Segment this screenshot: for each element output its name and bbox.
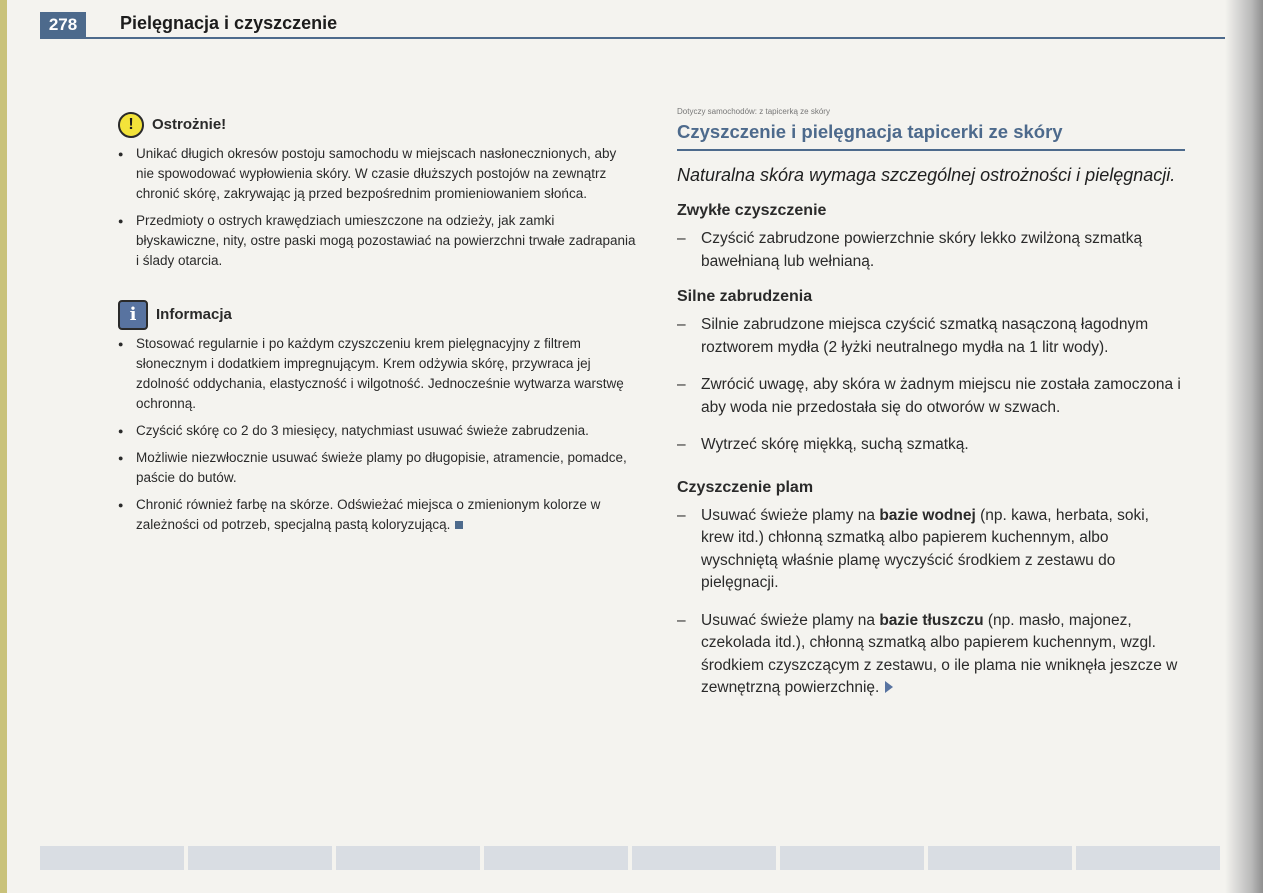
footer-tab-bar bbox=[40, 846, 1220, 870]
footer-tab bbox=[928, 846, 1072, 870]
main-column bbox=[677, 106, 1185, 700]
breadcrumb: Dotyczy samochodów: z tapicerką ze skóry bbox=[677, 107, 830, 116]
end-of-section-square-icon bbox=[455, 521, 463, 529]
subheading-heavy-dirt: Silne zabrudzenia bbox=[677, 288, 813, 305]
instruction-item: – Silnie zabrudzone miejsca czyścić szmatką nasączoną łagodnym roztworem mydła (2 łyżki neutralnego mydła na 1 litr wody). bbox=[677, 314, 1185, 359]
page-binding-shadow bbox=[1225, 0, 1263, 893]
footer-tab bbox=[780, 846, 924, 870]
exclamation-circle-icon: ! bbox=[118, 112, 144, 138]
footer-tab bbox=[336, 846, 480, 870]
page-header bbox=[0, 0, 1230, 38]
footer-tab bbox=[40, 846, 184, 870]
lead-text: Naturalna skóra wymaga szczególnej ostrożności i pielęgnacji. bbox=[677, 165, 1176, 185]
info-item bbox=[118, 495, 638, 535]
info-item: ● Możliwie niezwłocznie usuwać świeże plamy po długopisie, atramencie, pomadce, paście do butów. bbox=[118, 448, 638, 488]
footer-tab bbox=[1076, 846, 1220, 870]
info-item-text: Chronić również farbę na skórze. Odświeżać miejsca o zmienionym kolorze w zależności od potrzeb, specjalną pastą koloryzującą. bbox=[136, 497, 601, 532]
instruction-text: (np. masło, majonez, czekolada itd.), chłonną szmatką albo papierem kuchennym, wzgl. środkiem czyszczącym z zestawu, o ile plama nie wniknęła jeszcze w zewnętrzną powierzchnię. bbox=[701, 611, 1178, 696]
instruction-emphasis: bazie wodnej bbox=[879, 506, 976, 524]
footer-tab bbox=[484, 846, 628, 870]
info-icon: i bbox=[118, 300, 148, 330]
footer-tab bbox=[632, 846, 776, 870]
header-rule bbox=[40, 37, 1225, 39]
info-item: ● Czyścić skórę co 2 do 3 miesięcy, natychmiast usuwać świeże zabrudzenia. bbox=[118, 421, 638, 441]
warning-heading bbox=[118, 108, 638, 142]
section-title: Czyszczenie i pielęgnacja tapicerki ze skóry bbox=[677, 121, 1063, 142]
warning-box bbox=[118, 108, 638, 271]
instruction-text: Usuwać świeże plamy na bbox=[701, 611, 880, 629]
instruction-emphasis: bazie tłuszczu bbox=[879, 611, 984, 629]
warning-item: ● Unikać długich okresów postoju samochodu w miejscach nasłonecznionych, aby nie spowodować wypłowienia skóry. W czasie dłuższych postojów na zewnątrz chronić skórę, zakrywając ją przed bezpośrednim promieniowaniem słońca. bbox=[118, 144, 638, 204]
warning-item: ● Przedmioty o ostrych krawędziach umieszczone na odzieży, jak zamki błyskawiczne, nity, ostre paski mogą pozostawiać na powierzchni trwałe zadrapania i ślady otarcia. bbox=[118, 211, 638, 271]
page-edge-strip bbox=[0, 0, 7, 893]
page-number: 278 bbox=[40, 12, 86, 38]
info-title: Informacja bbox=[156, 306, 232, 323]
subheading-normal-cleaning: Zwykłe czyszczenie bbox=[677, 202, 827, 219]
instruction-text: (np. kawa, herbata, soki, krew itd.) chłonną szmatką albo papierem kuchennym, albo wyschniętą właśnie plamę wyczyścić środkiem z zestawu do pielęgnacji. bbox=[701, 506, 1149, 591]
running-title: Pielęgnacja i czyszczenie bbox=[120, 13, 338, 33]
notes-column bbox=[118, 108, 638, 542]
instruction-item: – Czyścić zabrudzone powierzchnie skóry lekko zwilżoną szmatką bawełnianą lub wełnianą. bbox=[677, 228, 1185, 273]
subheading-stain-cleaning: Czyszczenie plam bbox=[677, 478, 814, 496]
continue-arrow-icon bbox=[885, 681, 893, 693]
footer-tab bbox=[188, 846, 332, 870]
instruction-text: Usuwać świeże plamy na bbox=[701, 506, 880, 524]
warning-title: Ostrożnie! bbox=[152, 116, 227, 133]
info-item: ● Stosować regularnie i po każdym czyszczeniu krem pielęgnacyjny z filtrem słonecznym i dodatkiem impregnującym. Krem odżywia skórę, przywraca jej zdolność oddychania, elastyczność i wilgotność. Jednocześnie wytwarza warstwę ochronną. bbox=[118, 334, 638, 414]
info-heading bbox=[118, 298, 638, 332]
instruction-item bbox=[677, 505, 1185, 595]
info-box bbox=[118, 298, 638, 535]
instruction-item: – Zwrócić uwagę, aby skóra w żadnym miejscu nie została zamoczona i aby woda nie przedostała się do otworów w szwach. bbox=[677, 374, 1185, 419]
section-rule bbox=[677, 149, 1185, 151]
instruction-item: – Wytrzeć skórę miękką, suchą szmatką. bbox=[677, 434, 1185, 457]
instruction-item bbox=[677, 610, 1185, 700]
